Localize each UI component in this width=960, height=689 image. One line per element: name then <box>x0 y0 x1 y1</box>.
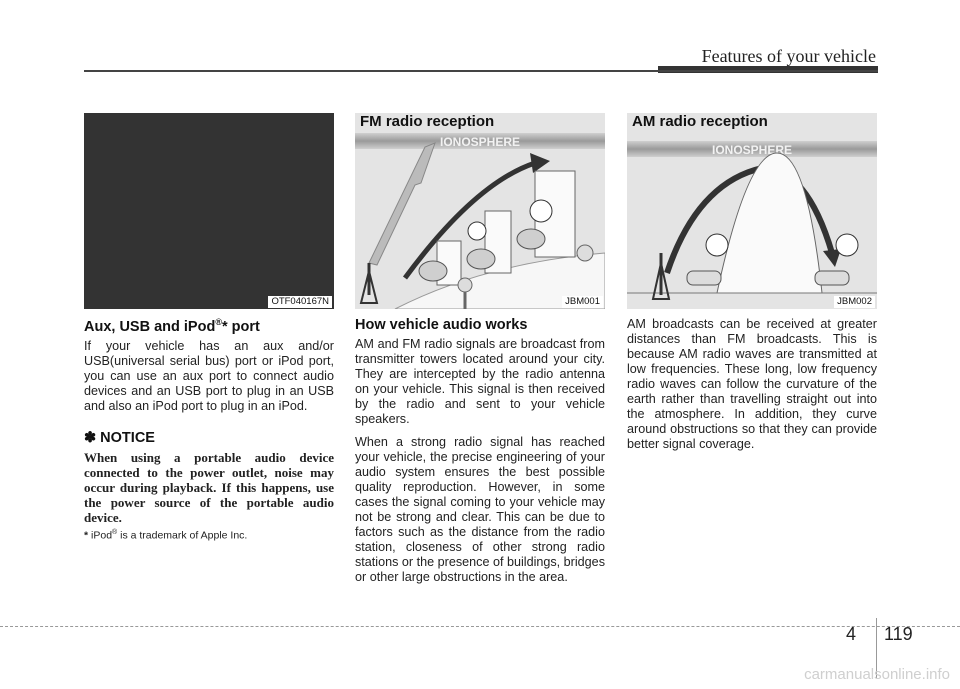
footer-rule <box>0 626 960 627</box>
column-am <box>627 113 877 460</box>
am-figure-title: AM radio reception <box>632 113 768 130</box>
tree-1-top <box>458 278 472 292</box>
watermark: carmanualsonline.info <box>804 666 950 683</box>
footnote: * iPod® is a trademark of Apple Inc. <box>84 528 248 542</box>
am-reception-figure <box>627 113 877 309</box>
column-fm <box>355 113 605 593</box>
page-number: 119 <box>884 624 913 644</box>
car-1 <box>419 261 447 281</box>
car-left <box>687 271 721 285</box>
music-bubble-left <box>706 234 728 256</box>
fm-illustration <box>355 113 605 309</box>
signal-arrowhead <box>530 153 550 173</box>
section-title: Features of your vehicle <box>701 46 876 66</box>
music-bubble-right <box>836 234 858 256</box>
car-right <box>815 271 849 285</box>
aux-port-photo <box>84 113 334 309</box>
speech-bubble-question <box>468 222 486 240</box>
ionosphere-label: IONOSPHERE <box>439 135 521 149</box>
header-rule <box>84 70 878 72</box>
audio-heading: How vehicle audio works <box>355 317 528 333</box>
car-2 <box>467 249 495 269</box>
ionosphere-label: IONOSPHERE <box>711 143 793 157</box>
notice-title: ✽ NOTICE <box>84 429 155 446</box>
figure-code: JBM002 <box>834 296 875 308</box>
speech-bubble-music <box>530 200 552 222</box>
figure-code: OTF040167N <box>268 296 332 308</box>
am-para: AM broadcasts can be received at greater distances than FM broadcasts. This is because AM radio waves are transmitted at low frequencies. These long, low frequency radio waves can follow the curvature of the earth rather than travelling straight out into the atmosphere. In addition, they curve around obstructions so that they can provide better signal coverage. <box>627 317 877 451</box>
fm-figure-title: FM radio reception <box>360 113 495 130</box>
chapter-number: 4 <box>846 624 857 644</box>
car-3 <box>517 229 545 249</box>
tree-2-top <box>577 245 593 261</box>
am-illustration <box>627 113 877 309</box>
mountain <box>717 153 822 293</box>
audio-para-1: AM and FM radio signals are broadcast from transmitter towers located around your city. They are intercepted by the radio antenna on your vehicle. This signal is then received by the radio and sent to your vehicle speakers. <box>355 337 605 426</box>
signal-beam-up <box>369 143 435 265</box>
notice-body: When using a portable audio device connected to the power outlet, noise may occur during playback. If this happens, use the power source of the portable audio device. <box>84 449 334 525</box>
aux-heading: Aux, USB and iPod®* port <box>84 317 260 335</box>
fm-reception-figure <box>355 113 605 309</box>
figure-code: JBM001 <box>562 296 603 308</box>
column-aux-usb <box>84 113 334 541</box>
aux-body: If your vehicle has an aux and/or USB(universal serial bus) port or iPod port, you can use an aux port to connect audio devices and an USB port to plug in an USB and also an iPod port to plug in an iPod. <box>84 338 334 413</box>
audio-para-2: When a strong radio signal has reached your vehicle, the precise engineering of your audio system ensures the best possible quality reproduction. However, in some cases the signal coming to your vehicle may not be strong and clear. This can be due to factors such as the distance from the radio station, closeness of other strong radio stations or the presence of buildings, bridges or other large obstructions in the area. <box>355 435 605 584</box>
